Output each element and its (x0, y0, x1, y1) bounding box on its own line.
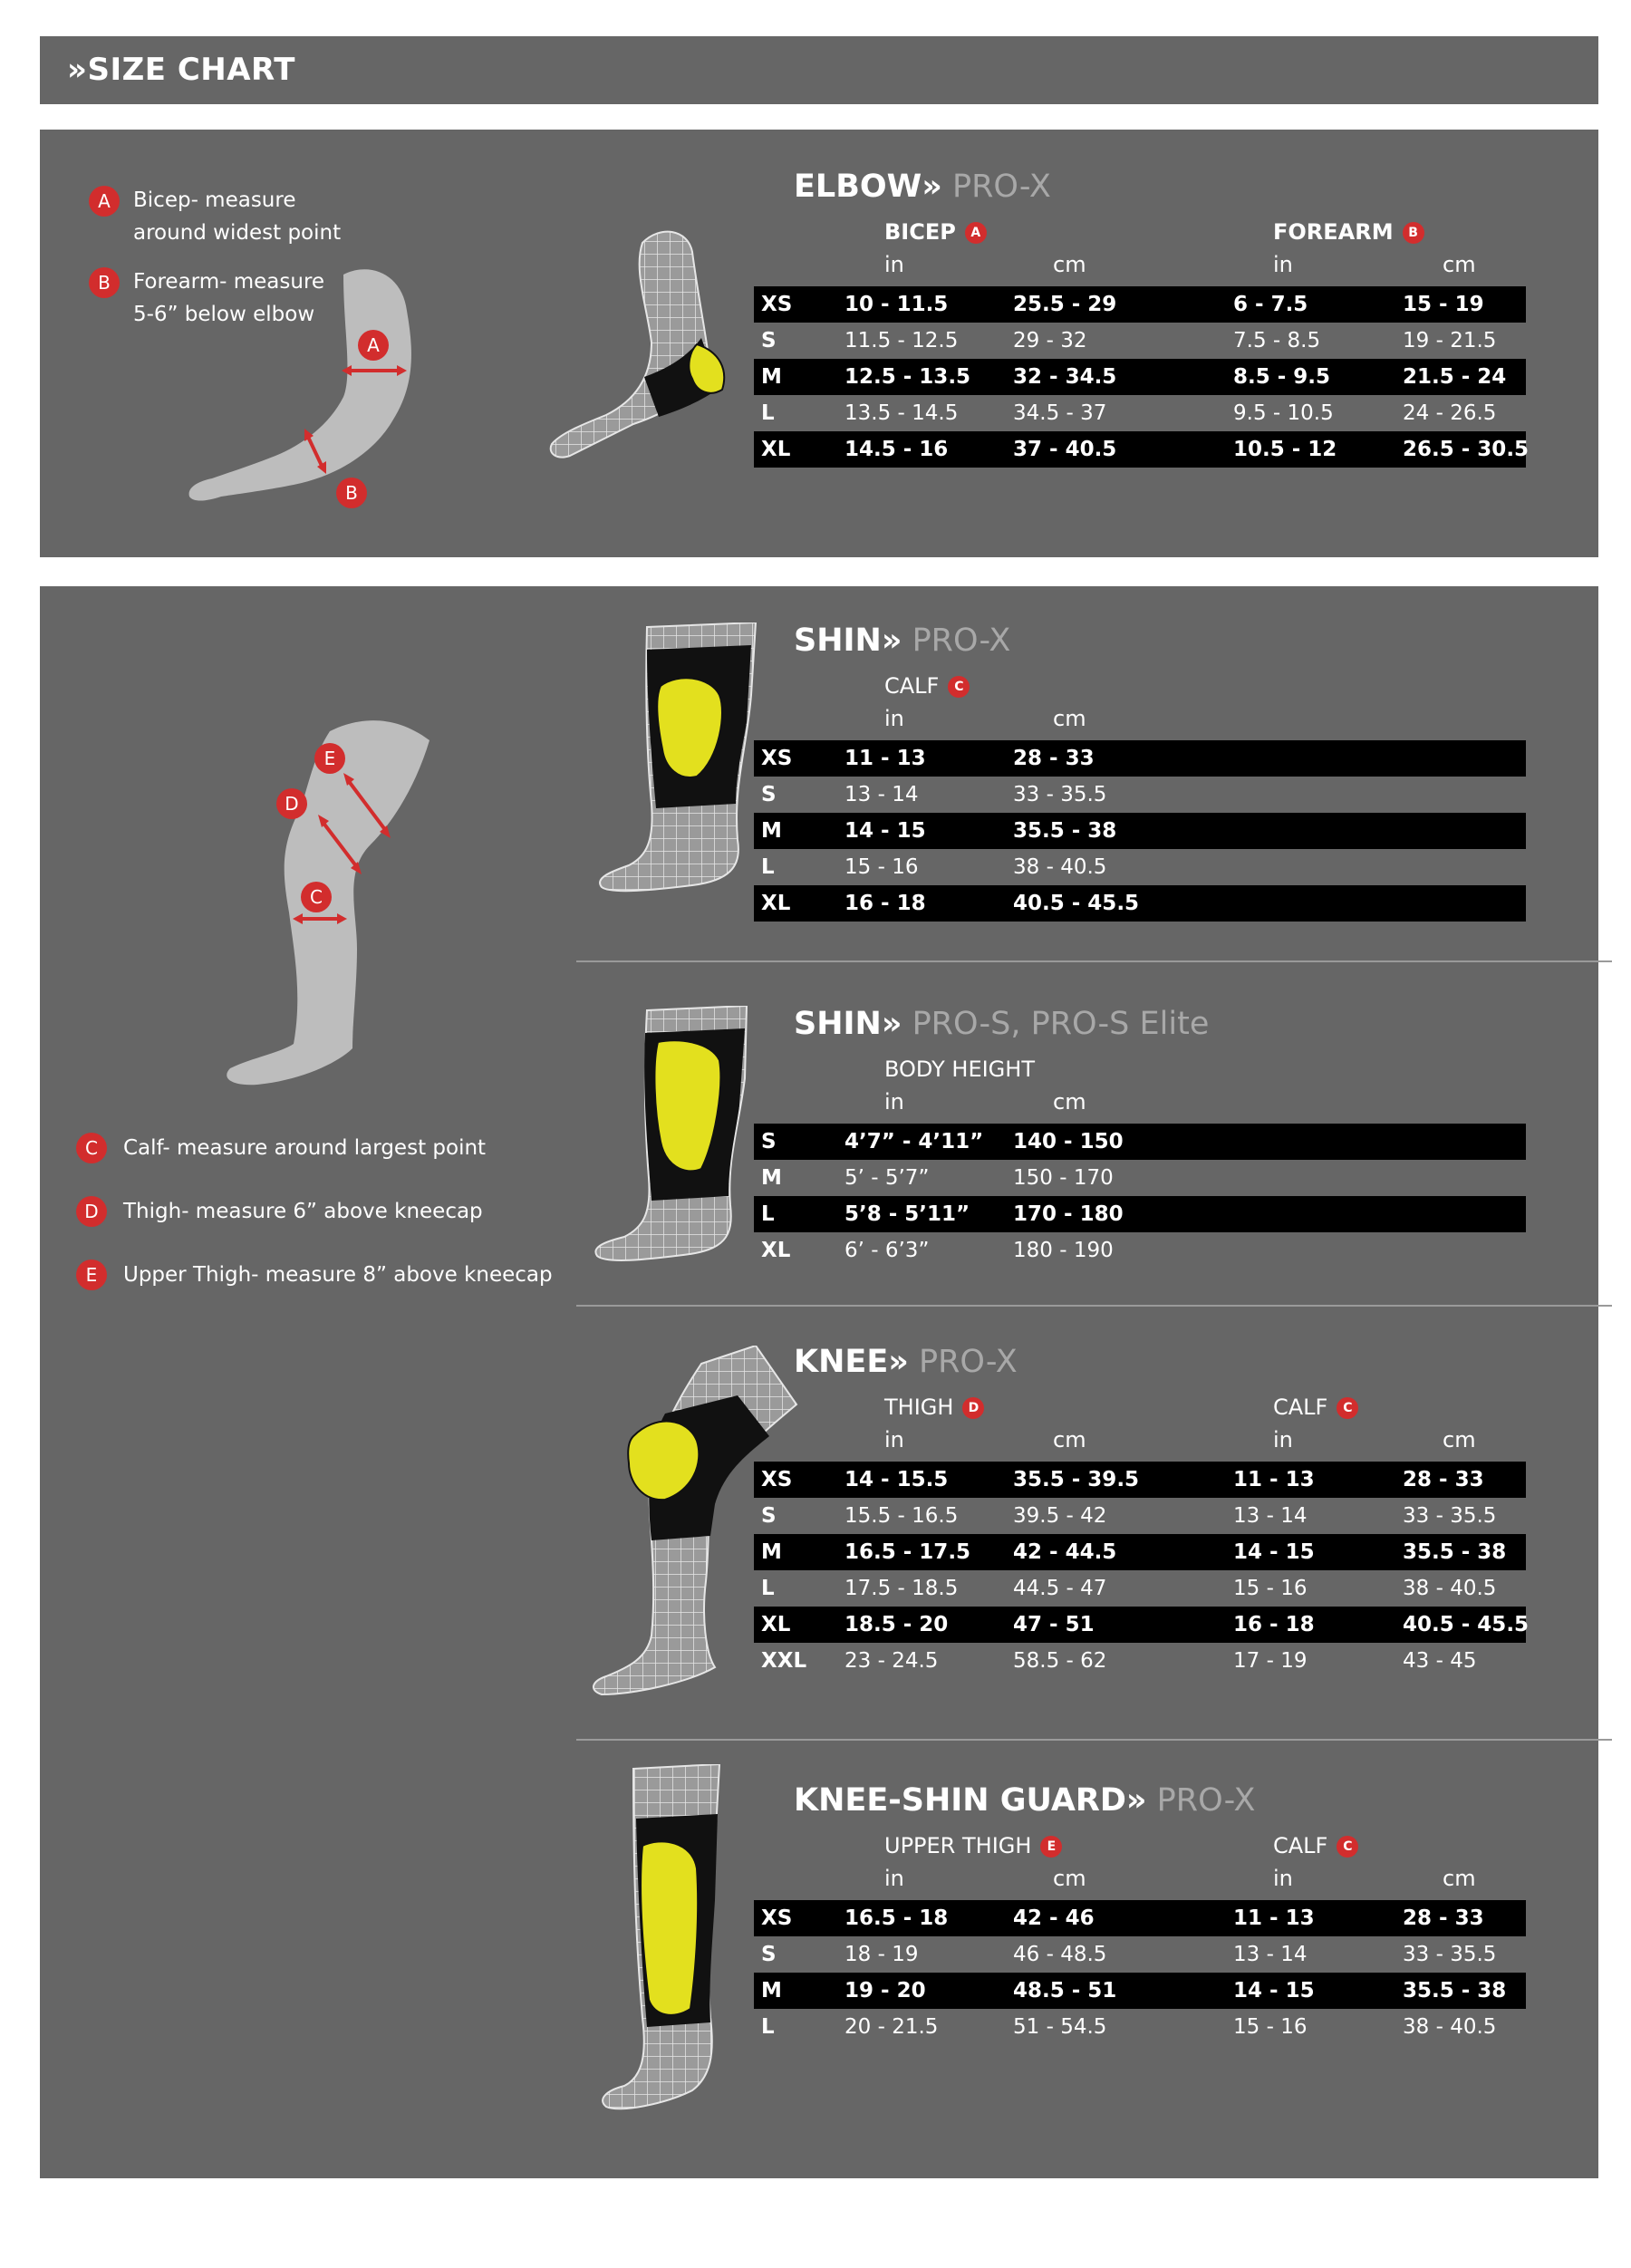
cell-in-1: 5’8 - 5’11” (844, 1202, 970, 1226)
knee-shin-group-calf (1273, 1833, 1358, 1858)
knee-shin-calf-badge: C (1337, 1836, 1358, 1858)
shin-pros-title-sub: PRO-S, PRO-S Elite (902, 1006, 1210, 1042)
cell-in-1: 18.5 - 20 (844, 1613, 949, 1636)
cell-in-2: 15 - 16 (1233, 2015, 1308, 2039)
cell-in-1: 14 - 15.5 (844, 1468, 949, 1491)
elbow-bicep-badge: A (965, 222, 987, 244)
cell-cm-2: 43 - 45 (1403, 1649, 1477, 1673)
knee-thigh-badge: D (962, 1397, 984, 1419)
knee-group-thigh (884, 1395, 984, 1420)
badge-b: B (89, 267, 120, 298)
cell-size: XS (761, 1468, 793, 1491)
cell-size: S (761, 783, 777, 806)
cell-in-1: 14 - 15 (844, 819, 926, 843)
cell-cm-1: 44.5 - 47 (1013, 1577, 1107, 1600)
cell-cm-2: 19 - 21.5 (1403, 329, 1497, 352)
cell-in-2: 15 - 16 (1233, 1577, 1308, 1600)
elbow-unit-in-2: in (1273, 252, 1293, 277)
leg-measure-illustration (176, 695, 475, 1094)
shin-prox-unit-in: in (884, 706, 904, 731)
legend-a-line1: Bicep- measure (133, 188, 296, 212)
cell-cm-2: 26.5 - 30.5 (1403, 438, 1530, 461)
cell-in-1: 18 - 19 (844, 1943, 919, 1966)
table-row (754, 395, 1526, 431)
cell-size: XS (761, 293, 793, 316)
table-row (754, 1973, 1526, 2009)
shin-prox-illustration (574, 622, 783, 903)
badge-d: D (76, 1196, 107, 1227)
shin-prox-unit-cm: cm (1053, 706, 1086, 731)
shin-pros-title-main: SHIN» (794, 1006, 902, 1042)
table-row (754, 777, 1526, 813)
cell-in-2: 7.5 - 8.5 (1233, 329, 1321, 352)
elbow-unit-in-1: in (884, 252, 904, 277)
knee-shin-upper-thigh-badge: E (1040, 1836, 1062, 1858)
knee-unit-in-1: in (884, 1427, 904, 1452)
cell-cm-2: 40.5 - 45.5 (1403, 1613, 1530, 1636)
cell-in-1: 17.5 - 18.5 (844, 1577, 959, 1600)
cell-size: XL (761, 892, 791, 915)
cell-size: XL (761, 1239, 791, 1262)
cell-size: XL (761, 438, 791, 461)
cell-in-1: 13 - 14 (844, 783, 919, 806)
cell-cm-1: 170 - 180 (1013, 1202, 1124, 1226)
arm-measure-illustration (176, 238, 484, 546)
cell-size: XS (761, 747, 793, 770)
cell-cm-2: 33 - 35.5 (1403, 1943, 1497, 1966)
badge-a: A (89, 186, 120, 217)
elbow-unit-cm-1: cm (1053, 252, 1086, 277)
cell-cm-1: 51 - 54.5 (1013, 2015, 1107, 2039)
cell-cm-2: 35.5 - 38 (1403, 1540, 1507, 1564)
cell-cm-2: 28 - 33 (1403, 1906, 1484, 1930)
cell-cm-2: 38 - 40.5 (1403, 1577, 1497, 1600)
knee-title-main: KNEE» (794, 1344, 909, 1380)
cell-in-2: 11 - 13 (1233, 1906, 1315, 1930)
knee-shin-unit-cm-2: cm (1443, 1866, 1476, 1891)
table-row (754, 431, 1530, 468)
leg-label-d: D (285, 793, 299, 815)
table-row (754, 1160, 1526, 1196)
shin-pros-illustration (574, 1006, 783, 1269)
cell-cm-1: 28 - 33 (1013, 747, 1095, 770)
cell-size: M (761, 819, 782, 843)
cell-cm-2: 33 - 35.5 (1403, 1504, 1497, 1528)
cell-in-1: 15 - 16 (844, 855, 919, 879)
leg-label-c: C (310, 886, 323, 908)
cell-size: S (761, 1130, 777, 1153)
elbow-group-forearm-label: FOREARM (1273, 219, 1394, 245)
cell-in-2: 13 - 14 (1233, 1504, 1308, 1528)
cell-cm-1: 58.5 - 62 (1013, 1649, 1107, 1673)
cell-cm-1: 38 - 40.5 (1013, 855, 1107, 879)
table-row (754, 1936, 1526, 1973)
divider-2 (576, 1305, 1612, 1307)
cell-in-2: 6 - 7.5 (1233, 293, 1308, 316)
leg-panel (40, 586, 1598, 2178)
cell-size: XL (761, 1613, 791, 1636)
cell-cm-1: 34.5 - 37 (1013, 401, 1107, 425)
knee-group-calf-label: CALF (1273, 1395, 1328, 1420)
cell-cm-1: 150 - 170 (1013, 1166, 1114, 1190)
shin-pros-rows (754, 1124, 1526, 1269)
elbow-group-bicep (884, 219, 987, 245)
cell-in-2: 9.5 - 10.5 (1233, 401, 1334, 425)
cell-cm-1: 33 - 35.5 (1013, 783, 1107, 806)
cell-in-2: 8.5 - 9.5 (1233, 365, 1331, 389)
cell-in-1: 13.5 - 14.5 (844, 401, 959, 425)
knee-shin-group-upper-thigh-label: UPPER THIGH (884, 1833, 1032, 1858)
knee-shin-unit-cm-1: cm (1053, 1866, 1086, 1891)
cell-size: XXL (761, 1649, 807, 1673)
knee-shin-title-main: KNEE-SHIN GUARD» (794, 1782, 1147, 1819)
cell-size: S (761, 1504, 777, 1528)
table-row (754, 1900, 1526, 1936)
table-row (754, 323, 1526, 359)
table-row (754, 359, 1526, 395)
divider-1 (576, 960, 1612, 962)
knee-unit-in-2: in (1273, 1427, 1293, 1452)
cell-in-1: 15.5 - 16.5 (844, 1504, 959, 1528)
cell-in-1: 5’ - 5’7” (844, 1166, 930, 1190)
leg-label-e: E (323, 748, 336, 769)
knee-shin-unit-in-2: in (1273, 1866, 1293, 1891)
cell-size: M (761, 365, 782, 389)
shin-pros-title (794, 1006, 1209, 1042)
shin-prox-group-calf-label: CALF (884, 673, 940, 699)
cell-size: L (761, 1202, 775, 1226)
cell-in-2: 11 - 13 (1233, 1468, 1315, 1491)
elbow-panel (40, 130, 1598, 557)
knee-shin-unit-in-1: in (884, 1866, 904, 1891)
cell-in-1: 16 - 18 (844, 892, 926, 915)
table-row (754, 1462, 1526, 1498)
legend-b-line1: Forearm- measure (133, 270, 325, 294)
cell-cm-2: 35.5 - 38 (1403, 1979, 1507, 2003)
cell-size: M (761, 1540, 782, 1564)
cell-in-2: 14 - 15 (1233, 1540, 1315, 1564)
cell-in-2: 13 - 14 (1233, 1943, 1308, 1966)
elbow-group-forearm (1273, 219, 1424, 245)
cell-in-1: 20 - 21.5 (844, 2015, 939, 2039)
cell-cm-1: 48.5 - 51 (1013, 1979, 1117, 2003)
table-row (754, 1607, 1530, 1643)
cell-cm-1: 180 - 190 (1013, 1239, 1114, 1262)
cell-cm-1: 46 - 48.5 (1013, 1943, 1107, 1966)
cell-size: M (761, 1979, 782, 2003)
table-row (754, 1232, 1526, 1269)
cell-in-1: 16.5 - 17.5 (844, 1540, 971, 1564)
knee-group-thigh-label: THIGH (884, 1395, 954, 1420)
knee-title (794, 1344, 1018, 1380)
table-row (754, 1534, 1526, 1570)
cell-cm-1: 40.5 - 45.5 (1013, 892, 1140, 915)
cell-in-1: 11 - 13 (844, 747, 926, 770)
cell-size: XS (761, 1906, 793, 1930)
knee-shin-rows (754, 1900, 1526, 2045)
table-row (754, 1643, 1526, 1679)
elbow-title-sub: PRO-X (941, 169, 1051, 205)
knee-shin-title (794, 1782, 1255, 1819)
elbow-forearm-badge: B (1403, 222, 1424, 244)
cell-in-1: 6’ - 6’3” (844, 1239, 930, 1262)
knee-shin-illustration (584, 1764, 765, 2127)
shin-prox-rows (754, 740, 1526, 922)
cell-cm-1: 25.5 - 29 (1013, 293, 1117, 316)
table-row (754, 1196, 1526, 1232)
cell-size: L (761, 1577, 775, 1600)
legend-e-text: Upper Thigh- measure 8” above kneecap (123, 1263, 553, 1287)
shin-prox-title-main: SHIN» (794, 622, 902, 659)
cell-in-1: 19 - 20 (844, 1979, 926, 2003)
cell-in-1: 23 - 24.5 (844, 1649, 939, 1673)
elbow-rows (754, 286, 1530, 468)
cell-size: S (761, 1943, 777, 1966)
legend-d-text: Thigh- measure 6” above kneecap (123, 1200, 483, 1223)
table-row (754, 286, 1526, 323)
cell-in-2: 10.5 - 12 (1233, 438, 1337, 461)
page-title: »SIZE CHART (67, 52, 295, 88)
arm-label-b: B (345, 482, 358, 504)
cell-in-2: 17 - 19 (1233, 1649, 1308, 1673)
cell-cm-1: 47 - 51 (1013, 1613, 1095, 1636)
knee-group-calf (1273, 1395, 1358, 1420)
cell-in-1: 16.5 - 18 (844, 1906, 949, 1930)
legend-c-text: Calf- measure around largest point (123, 1136, 487, 1160)
cell-cm-2: 21.5 - 24 (1403, 365, 1507, 389)
cell-cm-1: 37 - 40.5 (1013, 438, 1117, 461)
cell-cm-1: 140 - 150 (1013, 1130, 1124, 1153)
badge-e: E (76, 1259, 107, 1290)
cell-cm-2: 15 - 19 (1403, 293, 1484, 316)
table-row (754, 740, 1526, 777)
cell-in-1: 14.5 - 16 (844, 438, 949, 461)
table-row (754, 1498, 1526, 1534)
elbow-title (794, 169, 1051, 205)
elbow-unit-cm-2: cm (1443, 252, 1476, 277)
knee-shin-title-sub: PRO-X (1146, 1782, 1256, 1819)
cell-size: S (761, 329, 777, 352)
header-bar (40, 36, 1598, 104)
cell-cm-1: 39.5 - 42 (1013, 1504, 1107, 1528)
shin-prox-title (794, 622, 1010, 659)
elbow-group-bicep-label: BICEP (884, 219, 956, 245)
cell-in-1: 10 - 11.5 (844, 293, 949, 316)
cell-cm-2: 38 - 40.5 (1403, 2015, 1497, 2039)
cell-cm-1: 42 - 44.5 (1013, 1540, 1117, 1564)
cell-cm-1: 32 - 34.5 (1013, 365, 1117, 389)
knee-calf-badge: C (1337, 1397, 1358, 1419)
table-row (754, 1570, 1526, 1607)
cell-cm-2: 24 - 26.5 (1403, 401, 1497, 425)
cell-size: L (761, 401, 775, 425)
table-row (754, 849, 1526, 885)
badge-c: C (76, 1133, 107, 1163)
table-row (754, 2009, 1526, 2045)
legend-b-line2: 5-6” below elbow (133, 303, 315, 326)
shin-prox-group-calf (884, 673, 970, 699)
cell-cm-2: 28 - 33 (1403, 1468, 1484, 1491)
cell-in-2: 16 - 18 (1233, 1613, 1315, 1636)
cell-in-1: 4’7” - 4’11” (844, 1130, 984, 1153)
legend-a-line2: around widest point (133, 221, 342, 245)
knee-unit-cm-1: cm (1053, 1427, 1086, 1452)
table-row (754, 813, 1526, 849)
knee-title-sub: PRO-X (908, 1344, 1018, 1380)
knee-shin-group-upper-thigh (884, 1833, 1062, 1858)
cell-cm-1: 42 - 46 (1013, 1906, 1095, 1930)
cell-cm-1: 29 - 32 (1013, 329, 1087, 352)
cell-in-1: 12.5 - 13.5 (844, 365, 971, 389)
shin-prox-title-sub: PRO-X (902, 622, 1011, 659)
cell-cm-1: 35.5 - 38 (1013, 819, 1117, 843)
knee-unit-cm-2: cm (1443, 1427, 1476, 1452)
elbow-title-main: ELBOW» (794, 169, 942, 205)
cell-in-2: 14 - 15 (1233, 1979, 1315, 2003)
knee-rows (754, 1462, 1530, 1679)
shin-pros-unit-in: in (884, 1089, 904, 1115)
cell-size: L (761, 855, 775, 879)
table-row (754, 1124, 1526, 1160)
divider-3 (576, 1739, 1612, 1741)
cell-cm-1: 35.5 - 39.5 (1013, 1468, 1140, 1491)
cell-size: L (761, 2015, 775, 2039)
cell-size: M (761, 1166, 782, 1190)
cell-in-1: 11.5 - 12.5 (844, 329, 959, 352)
arm-label-a: A (367, 334, 380, 356)
table-row (754, 885, 1526, 922)
shin-pros-unit-cm: cm (1053, 1089, 1086, 1115)
shin-pros-group-height: BODY HEIGHT (884, 1057, 1035, 1082)
shin-prox-calf-badge: C (948, 676, 970, 698)
knee-shin-group-calf-label: CALF (1273, 1833, 1328, 1858)
